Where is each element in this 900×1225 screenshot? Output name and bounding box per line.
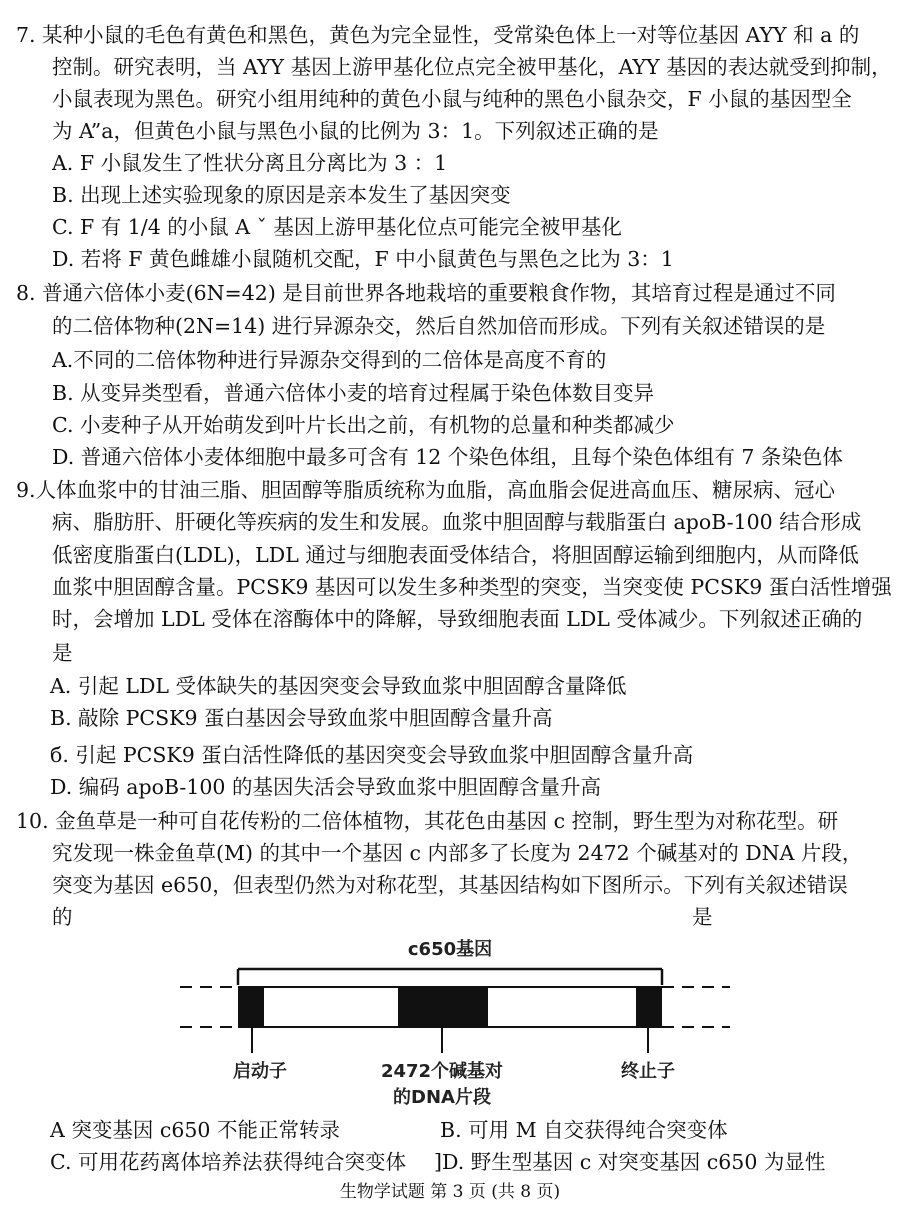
- q10-stem-line-1: 10. 金鱼草是一种可自花传粉的二倍体植物，其花色由基因 c 控制，野生型为对称花型。研: [16, 809, 839, 833]
- q8-stem-line-2: 的二倍体物种(2N=14) 进行异源杂交，然后自然加倍而形成。下列有关叙述错误的是: [52, 314, 826, 338]
- q10-stem-line-2: 究发现一株金鱼草(M) 的其中一个基因 c 内部多了长度为 2472 个碱基对的 DNA 片段，: [52, 841, 863, 865]
- q10-option-d: ]D. 野生型基因 c 对突变基因 c650 为显性: [434, 1150, 826, 1174]
- q7-option-d: D. 若将 F 黄色雌雄小鼠随机交配，F 中小鼠黄色与黑色之比为 3：1: [52, 247, 674, 271]
- q9-option-c: б. 引起 PCSK9 蛋白活性降低的基因突变会导致血浆中胆固醇含量升高: [50, 743, 694, 767]
- q9-stem-line-3: 低密度脂蛋白(LDL)，LDL 通过与细胞表面受体结合，将胆固醇运输到细胞内，从而降低: [52, 543, 859, 567]
- q7-option-b: B. 出现上述实验现象的原因是亲本发生了基因突变: [52, 183, 511, 207]
- terminator-block: [636, 987, 662, 1027]
- page-footer: 生物学试题 第 3 页 (共 8 页): [339, 1182, 561, 1202]
- q8-option-c: C. 小麦种子从开始萌发到叶片长出之前，有机物的总量和种类都减少: [52, 413, 675, 437]
- q10-option-a: A 突变基因 c650 不能正常转录: [50, 1118, 340, 1142]
- q9-stem-line-5: 时，会增加 LDL 受体在溶酶体中的降解，导致细胞表面 LDL 受体减少。下列叙述正确的: [52, 607, 863, 631]
- promoter-label: 启动子: [233, 1061, 287, 1082]
- terminator-label: 终止子: [621, 1061, 675, 1082]
- q8-option-a: A.不同的二倍体物种进行异源杂交得到的二倍体是高度不育的: [52, 348, 607, 372]
- gene-structure-diagram: [170, 925, 740, 1125]
- q9-option-b: B. 敲除 PCSK9 蛋白基因会导致血浆中胆固醇含量升高: [50, 706, 553, 730]
- dna-fragment-block: [398, 987, 488, 1027]
- q9-stem-line-1: 9.人体血浆中的甘油三脂、胆固醇等脂质统称为血脂，高血脂会促进高血压、糖尿病、冠心: [16, 478, 836, 502]
- promoter-block: [238, 987, 264, 1027]
- q8-stem-line-1: 8. 普通六倍体小麦(6N=42) 是目前世界各地栽培的重要粮食作物，其培育过程是通过不同: [16, 281, 836, 305]
- q9-option-a: A. 引起 LDL 受体缺失的基因突变会导致血浆中胆固醇含量降低: [50, 674, 627, 698]
- q7-option-a: A. F 小鼠发生了性状分离且分离比为 3 ：1: [52, 151, 448, 175]
- q10-stem-line-4: 的: [52, 905, 73, 929]
- q9-option-d: D. 编码 apoB-100 的基因失活会导致血浆中胆固醇含量升高: [50, 775, 601, 799]
- fragment-label-line-2: 的DNA片段: [393, 1087, 491, 1108]
- q9-stem-line-4: 血浆中胆固醇含量。PCSK9 基因可以发生多种类型的突变，当突变使 PCSK9 蛋白活性增强: [52, 575, 892, 599]
- fragment-label-line-1: 2472个碱基对: [380, 1061, 504, 1082]
- q10-option-c: C. 可用花药离体培养法获得纯合突变体: [50, 1150, 406, 1174]
- q10-option-b: B. 可用 M 自交获得纯合突变体: [440, 1118, 728, 1142]
- q10-stem-line-4-tail: 是: [692, 905, 713, 929]
- q7-stem-line-4: 为 A”a，但黄色小鼠与黑色小鼠的比例为 3：1。下列叙述正确的是: [52, 119, 659, 143]
- q8-option-b: B. 从变异类型看，普通六倍体小麦的培育过程属于染色体数目变异: [52, 381, 655, 405]
- q7-stem-line-3: 小鼠表现为黑色。研究小组用纯种的黄色小鼠与纯种的黑色小鼠杂交，F 小鼠的基因型全: [52, 87, 852, 111]
- q9-stem-line-2: 病、脂肪肝、肝硬化等疾病的发生和发展。血浆中胆固醇与载脂蛋白 apoB-100 结合形成: [52, 510, 862, 534]
- q9-stem-line-6: 是: [52, 641, 73, 665]
- q10-stem-line-3: 突变为基因 e650，但表型仍然为对称花型，其基因结构如下图所示。下列有关叙述错误: [52, 873, 848, 897]
- q8-option-d: D. 普通六倍体小麦体细胞中最多可含有 12 个染色体组，且每个染色体组有 7 条染色体: [52, 445, 843, 469]
- q7-stem-line-2: 控制。研究表明，当 AYY 基因上游甲基化位点完全被甲基化，AYY 基因的表达就受到抑制，: [52, 55, 892, 79]
- gene-label: c650基因: [407, 939, 493, 960]
- q7-option-c: C. F 有 1/4 的小鼠 A ˇ 基因上游甲基化位点可能完全被甲基化: [52, 215, 622, 239]
- q7-stem-line-1: 7. 某种小鼠的毛色有黄色和黑色，黄色为完全显性，受常染色体上一对等位基因 AYY 和 a 的: [16, 23, 860, 47]
